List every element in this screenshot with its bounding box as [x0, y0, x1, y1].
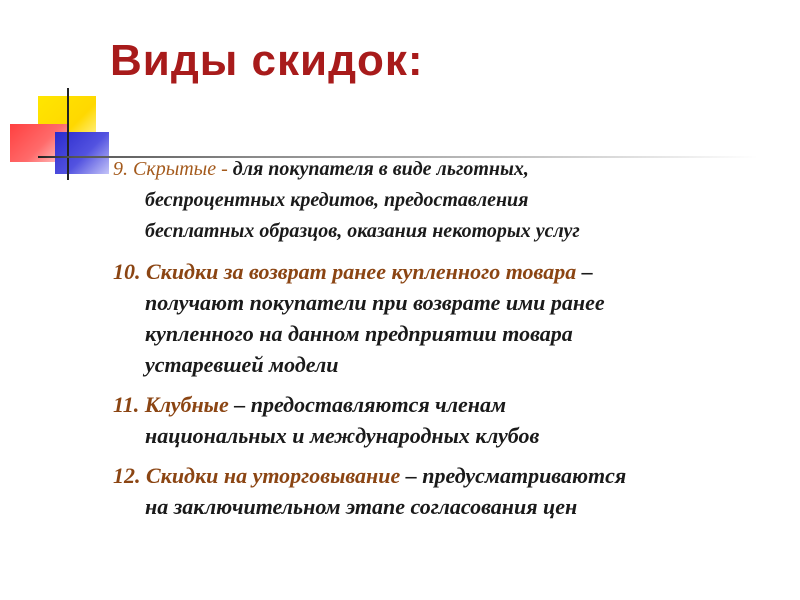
list-item-line [113, 154, 773, 185]
item-number: 11. [113, 392, 140, 417]
item-term: Скрытые [133, 158, 217, 180]
decor-vertical-line [67, 88, 69, 180]
list-item-line [113, 460, 773, 491]
list-item-line [113, 389, 773, 420]
item-text: беспроцентных кредитов, предоставления [145, 189, 529, 211]
item-number: 9. [113, 158, 128, 180]
item-text: предусматриваются [422, 463, 627, 488]
item-separator: – [400, 463, 423, 488]
item-number: 10. [113, 259, 141, 284]
item-text: национальных и международных клубов [145, 423, 540, 448]
item-separator: – [576, 259, 593, 284]
list-item-return-discounts [113, 256, 773, 380]
item-term: Скидки на уторговывание [146, 463, 401, 488]
item-text: получают покупатели при возврате ими ранее [145, 290, 605, 315]
item-text: для покупателя в виде льготных, [232, 158, 529, 180]
item-separator: - [216, 158, 233, 180]
item-text: купленного на данном предприятии товара [145, 321, 573, 346]
decor-blue-square [55, 132, 109, 174]
discount-list [113, 154, 773, 531]
list-item-club-discounts [113, 389, 773, 451]
item-separator: – [228, 392, 251, 417]
item-number: 12. [113, 463, 141, 488]
item-text: предоставляются членам [250, 392, 507, 417]
item-text: на заключительном этапе согласования цен [145, 494, 578, 519]
item-text: бесплатных образцов, оказания некоторых услуг [145, 220, 580, 242]
list-item-haggle-discounts [113, 460, 773, 522]
item-term: Клубные [144, 392, 229, 417]
item-term: Скидки за возврат ранее купленного товара [146, 259, 577, 284]
slide-title: Виды скидок: [110, 36, 424, 85]
list-item-line [113, 256, 773, 287]
list-item-hidden-discounts [113, 154, 773, 247]
item-text: устаревшей модели [145, 352, 339, 377]
